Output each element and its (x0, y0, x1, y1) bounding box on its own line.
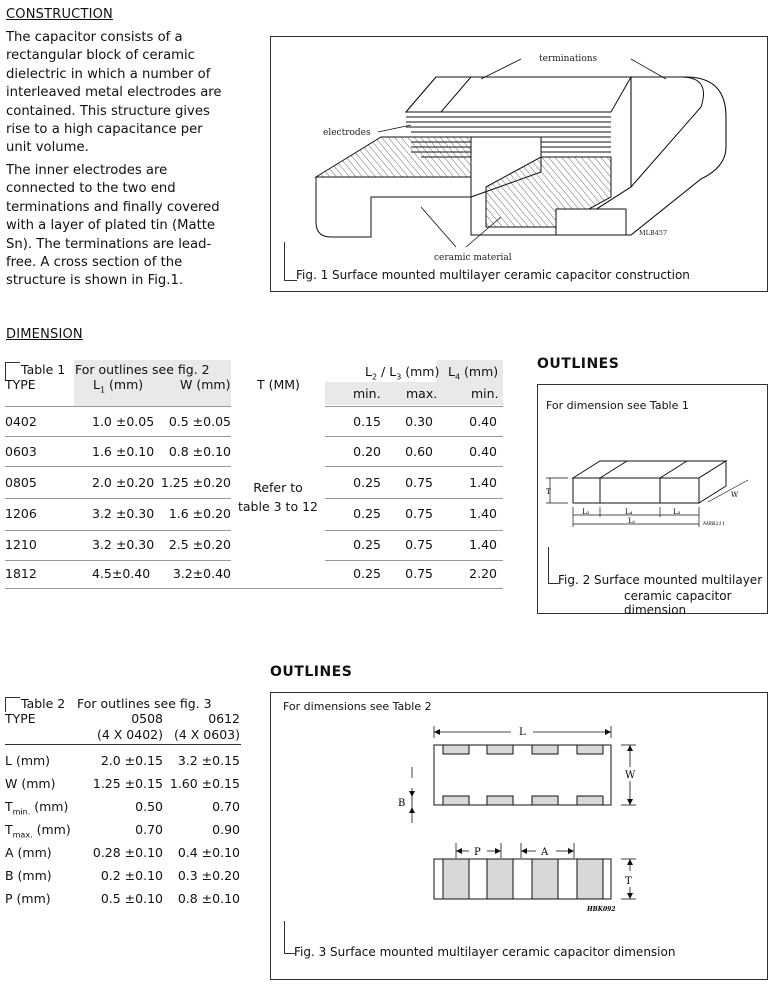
col-t: T (MM) (257, 377, 300, 392)
col-0508-sub: (4 X 0402) (96, 727, 163, 742)
cell-0612: 0.8 ±0.10 (177, 891, 240, 906)
cell-0612: 3.2 ±0.15 (177, 753, 240, 768)
cell-l23-min: 0.25 (353, 506, 381, 521)
terminations-label: terminations (539, 54, 598, 64)
cell-w: 1.25 ±0.20 (160, 475, 231, 490)
fig1-code: MLB457 (639, 229, 668, 237)
col-l23-min: min. (353, 386, 381, 401)
row-label: B (mm) (5, 868, 52, 883)
cell-l1: 1.0 ±0.05 (92, 414, 155, 429)
cell-l23-min: 0.25 (353, 566, 381, 581)
cell-l1: 4.5±0.40 (92, 566, 151, 581)
text: (mm) (401, 364, 440, 379)
text-line: contained. This structure gives (6, 103, 210, 119)
fig2-label-t: T (546, 488, 551, 496)
row-divider (325, 466, 503, 467)
cell-type: 1206 (5, 506, 37, 521)
ceramic-material-label: ceramic material (434, 253, 512, 263)
col-l1 (93, 377, 143, 395)
text-line: dielectric in which a number of (6, 66, 211, 82)
cell-l1: 3.2 ±0.30 (92, 537, 155, 552)
header-divider (5, 744, 241, 745)
text: T (5, 799, 13, 814)
text: 1 (99, 385, 106, 395)
fig2-code: MBB211 (703, 521, 726, 527)
fig1-box (270, 36, 768, 292)
fig2-caption-1: Fig. 2 Surface mounted multilayer (558, 573, 763, 587)
text-line: interleaved metal electrodes are (6, 85, 222, 101)
row-label: W (mm) (5, 776, 56, 791)
cell-type: 1210 (5, 537, 37, 552)
cell-type: 1812 (5, 566, 37, 581)
col-l4-min: min. (471, 386, 499, 401)
row-label (5, 799, 68, 817)
cell-type: 0402 (5, 414, 37, 429)
row-label: A (mm) (5, 845, 52, 860)
cell-0508: 2.0 ±0.15 (100, 753, 163, 768)
text: L (93, 377, 100, 392)
text: L (365, 364, 372, 379)
text: (mm) (460, 364, 499, 379)
col-l23-max: max. (406, 386, 438, 401)
row-divider (5, 406, 231, 407)
text-line: structure is shown in Fig.1. (6, 273, 184, 289)
construction-heading: CONSTRUCTION (6, 7, 113, 22)
text: / L (377, 364, 397, 379)
cell-w: 0.5 ±0.05 (168, 414, 231, 429)
col-type: TYPE (5, 377, 36, 392)
col-0508: 0508 (131, 711, 163, 726)
cell-0612: 0.70 (212, 799, 240, 814)
text-line: free. A cross section of the (6, 255, 183, 271)
fig2-note: For dimension see Table 1 (546, 399, 689, 412)
fig3-box (270, 692, 768, 980)
row-divider (5, 560, 231, 561)
text-line: unit volume. (6, 140, 89, 156)
cell-0612: 0.3 ±0.20 (177, 868, 240, 883)
text: (mm) (105, 377, 144, 392)
cell-l23-max: 0.75 (405, 537, 433, 552)
row-divider (325, 406, 503, 407)
row-divider (5, 530, 231, 531)
row-divider (5, 466, 231, 467)
col-0612: 0612 (208, 711, 240, 726)
construction-paragraph-2 (6, 162, 256, 291)
cell-w: 2.5 ±0.20 (168, 537, 231, 552)
col-l23 (365, 364, 439, 382)
cell-0612: 0.90 (212, 822, 240, 837)
text-line: terminations and finally covered (6, 199, 220, 215)
row-divider (325, 560, 503, 561)
fig2-drawing (538, 445, 767, 545)
cell-l23-max: 0.75 (405, 506, 433, 521)
fig1-capacitor-drawing (271, 37, 767, 291)
text-line: rectangular block of ceramic (6, 48, 195, 64)
outlines-heading-1: OUTLINES (537, 356, 620, 372)
cell-0508: 1.25 ±0.15 (92, 776, 163, 791)
table1-outline-ref: For outlines see fig. 2 (75, 362, 210, 377)
col-type: TYPE (5, 711, 36, 726)
cell-l23-min: 0.15 (353, 414, 381, 429)
cell-0508: 0.50 (135, 799, 163, 814)
cell-l4-min: 1.40 (469, 475, 497, 490)
text-line: rise to a high capacitance per (6, 122, 203, 138)
text: max. (12, 830, 33, 840)
table1 (5, 358, 505, 590)
fig3-label-b: B (398, 798, 406, 809)
col-w: W (mm) (180, 377, 231, 392)
cell-l4-min: 1.40 (469, 537, 497, 552)
t-note-1: Refer to (253, 480, 303, 495)
fig2-label-l3: L₃ (673, 508, 681, 516)
text: 4 (454, 372, 461, 382)
fig2-label-w: W (731, 491, 739, 499)
cell-l23-min: 0.20 (353, 444, 381, 459)
fig2-box (537, 384, 768, 617)
text-line: The capacitor consists of a (6, 30, 183, 45)
cell-l1: 3.2 ±0.30 (92, 506, 155, 521)
row-label (5, 822, 71, 840)
fig3-note: For dimensions see Table 2 (283, 700, 432, 713)
row-divider (5, 498, 231, 499)
cell-l4-min: 0.40 (469, 414, 497, 429)
cell-l1: 2.0 ±0.20 (92, 475, 155, 490)
fig3-caption: Fig. 3 Surface mounted multilayer ceramic capacitor dimension (294, 945, 676, 959)
text: (mm) (32, 822, 71, 837)
cell-w: 0.8 ±0.10 (168, 444, 231, 459)
col-0612-sub: (4 X 0603) (173, 727, 240, 742)
fig2-caption-2: ceramic capacitor dimension (624, 589, 732, 617)
cell-w: 3.2±0.40 (172, 566, 231, 581)
cell-0508: 0.2 ±0.10 (100, 868, 163, 883)
cell-l23-max: 0.75 (405, 566, 433, 581)
table2 (5, 693, 250, 913)
text: T (5, 822, 13, 837)
cell-0508: 0.5 ±0.10 (100, 891, 163, 906)
row-divider (325, 498, 503, 499)
cell-l4-min: 0.40 (469, 444, 497, 459)
text-line: with a layer of plated tin (Matte (6, 218, 216, 234)
fig3-code: HBK092 (587, 906, 616, 913)
text: 3 (396, 372, 402, 382)
construction-paragraph-1 (6, 29, 256, 158)
cell-0508: 0.70 (135, 822, 163, 837)
cell-0612: 0.4 ±0.10 (177, 845, 240, 860)
table1-title: Table 1 (21, 362, 66, 377)
cell-l23-max: 0.30 (405, 414, 433, 429)
t-note-2: table 3 to 12 (238, 499, 318, 514)
cell-type: 0603 (5, 444, 37, 459)
cell-l4-min: 2.20 (469, 566, 497, 581)
table2-outline-ref: For outlines see fig. 3 (77, 696, 212, 711)
row-divider (5, 588, 503, 589)
fig3-label-p: P (474, 847, 481, 858)
cell-l23-max: 0.60 (405, 444, 433, 459)
cell-0612: 1.60 ±0.15 (169, 776, 240, 791)
col-l4 (448, 364, 498, 382)
cell-l23-min: 0.25 (353, 475, 381, 490)
row-divider (325, 436, 503, 437)
row-label: L (mm) (5, 753, 51, 768)
text-line: The inner electrodes are (6, 163, 168, 178)
text: min. (12, 807, 31, 817)
fig2-label-l2: L₂ (582, 508, 590, 516)
dimension-heading: DIMENSION (6, 327, 83, 342)
text-line: Sn). The terminations are lead- (6, 236, 212, 252)
electrodes-label: electrodes (323, 128, 371, 138)
fig3-drawing (271, 703, 767, 933)
cell-type: 0805 (5, 475, 37, 490)
cell-l4-min: 1.40 (469, 506, 497, 521)
fig3-label-t: T (625, 876, 632, 887)
fig2-label-l4: L₄ (625, 508, 633, 516)
text: 2 (371, 372, 378, 382)
fig1-caption: Fig. 1 Surface mounted multilayer ceramic capacitor construction (296, 268, 690, 282)
row-divider (325, 530, 503, 531)
fig3-label-w: W (625, 770, 636, 781)
fig2-label-l1: L₁ (628, 517, 636, 525)
text: (mm) (30, 799, 69, 814)
table-bracket (5, 697, 20, 712)
table2-title: Table 2 (21, 696, 66, 711)
cell-l1: 1.6 ±0.10 (92, 444, 155, 459)
row-label: P (mm) (5, 891, 51, 906)
fig3-label-l: L (519, 727, 526, 738)
cell-0508: 0.28 ±0.10 (92, 845, 163, 860)
text-line: connected to the two end (6, 181, 176, 197)
fig3-label-a: A (541, 847, 549, 858)
cell-l23-min: 0.25 (353, 537, 381, 552)
cell-w: 1.6 ±0.20 (168, 506, 231, 521)
row-divider (5, 436, 231, 437)
outlines-heading-2: OUTLINES (270, 664, 353, 680)
text: L (448, 364, 455, 379)
cell-l23-max: 0.75 (405, 475, 433, 490)
